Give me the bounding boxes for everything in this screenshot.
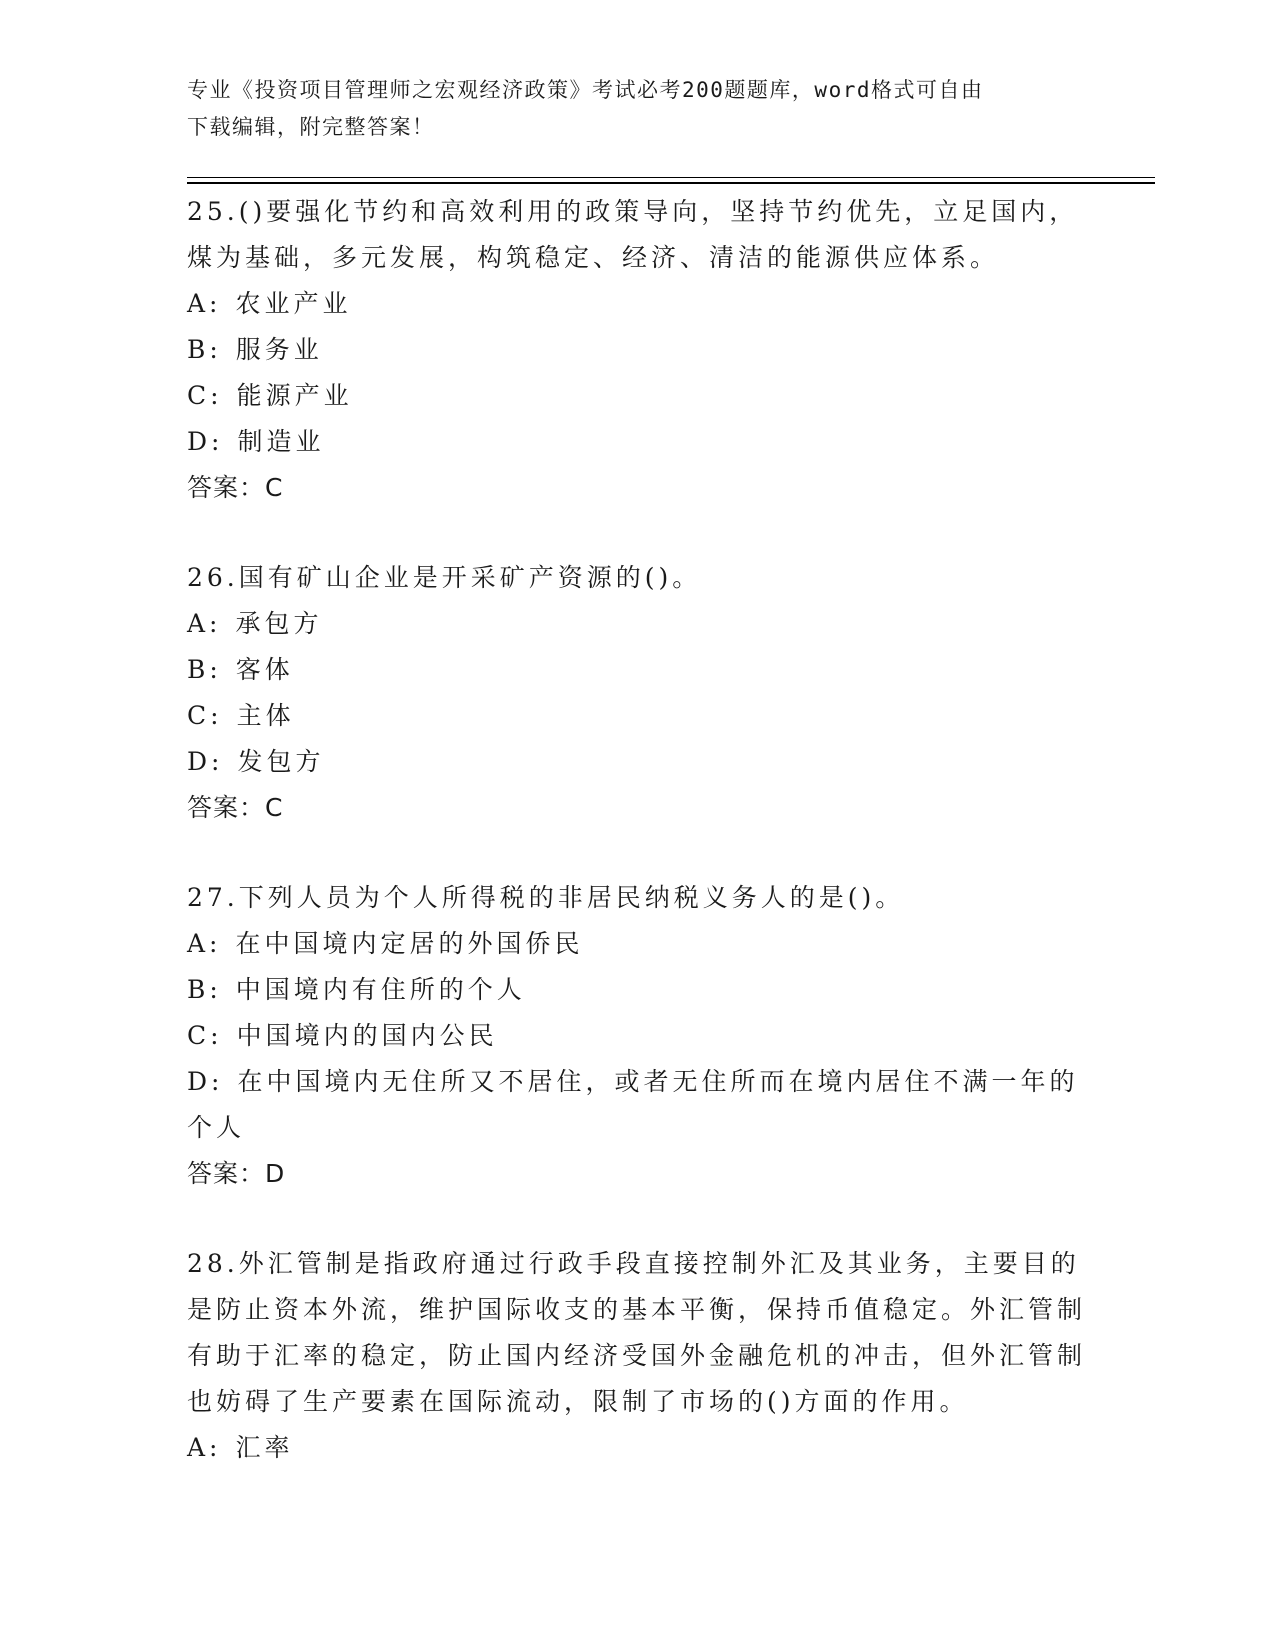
option-text: 客体 [235,655,294,684]
option-b [187,967,1087,1013]
option-c [187,693,1087,739]
header-line-1: 专业《投资项目管理师之宏观经济政策》考试必考200题题库，word格式可自由 [187,78,984,102]
option-key: B: [187,335,222,364]
option-key: D: [187,747,224,776]
option-key: A: [187,289,222,318]
option-text: 能源产业 [236,381,353,410]
question-stem: 28.外汇管制是指政府通过行政手段直接控制外汇及其业务，主要目的是防止资本外流，维护国际收支的基本平衡，保持币值稳定。外汇管制有助于汇率的稳定，防止国内经济受国外金融危机的冲击，但外汇管制也妨碍了生产要素在国际流动，限制了市场的()方面的作用。 [187,1249,1087,1416]
answer-line: 答案：C [187,473,284,502]
option-text: 汇率 [235,1433,294,1462]
option-c [187,1013,1087,1059]
option-a [187,921,1087,967]
option-a [187,601,1087,647]
question-26 [187,555,1087,831]
option-text: 在中国境内无住所又不居住，或者无住所而在境内居住不满一年的个人 [187,1067,1079,1142]
option-text: 在中国境内定居的外国侨民 [235,929,584,958]
option-text: 中国境内有住所的个人 [235,975,526,1004]
option-a [187,281,1087,327]
document-header [187,72,1077,146]
option-text: 农业产业 [235,289,352,318]
option-a [187,1425,1087,1471]
option-b [187,647,1087,693]
option-key: B: [187,655,222,684]
option-text: 承包方 [235,609,323,638]
question-list [187,189,1087,1515]
header-rule-thin [187,177,1155,178]
option-key: D: [187,1067,224,1096]
option-text: 服务业 [235,335,323,364]
option-key: D: [187,427,224,456]
option-text: 主体 [236,701,295,730]
option-b [187,327,1087,373]
question-stem: 27.下列人员为个人所得税的非居民纳税义务人的是()。 [187,883,905,912]
option-key: A: [187,609,222,638]
answer-line: 答案：C [187,793,284,822]
option-key: B: [187,975,222,1004]
option-d [187,1059,1087,1151]
option-key: C: [187,1021,223,1050]
option-key: A: [187,929,222,958]
answer-line: 答案：D [187,1159,286,1188]
option-key: C: [187,381,223,410]
option-text: 发包方 [237,747,325,776]
option-key: C: [187,701,223,730]
header-line-2: 下载编辑，附完整答案！ [187,115,435,139]
question-stem: 26.国有矿山企业是开采矿产资源的()。 [187,563,702,592]
option-c [187,373,1087,419]
option-d [187,739,1087,785]
option-text: 中国境内的国内公民 [236,1021,498,1050]
question-28 [187,1241,1087,1471]
question-27 [187,875,1087,1197]
option-d [187,419,1087,465]
option-text: 制造业 [237,427,325,456]
question-stem: 25.()要强化节约和高效利用的政策导向，坚持节约优先，立足国内，煤为基础，多元发展，构筑稳定、经济、清洁的能源供应体系。 [187,197,1079,272]
question-25 [187,189,1087,511]
header-rule-thick [187,182,1155,184]
option-key: A: [187,1433,222,1462]
